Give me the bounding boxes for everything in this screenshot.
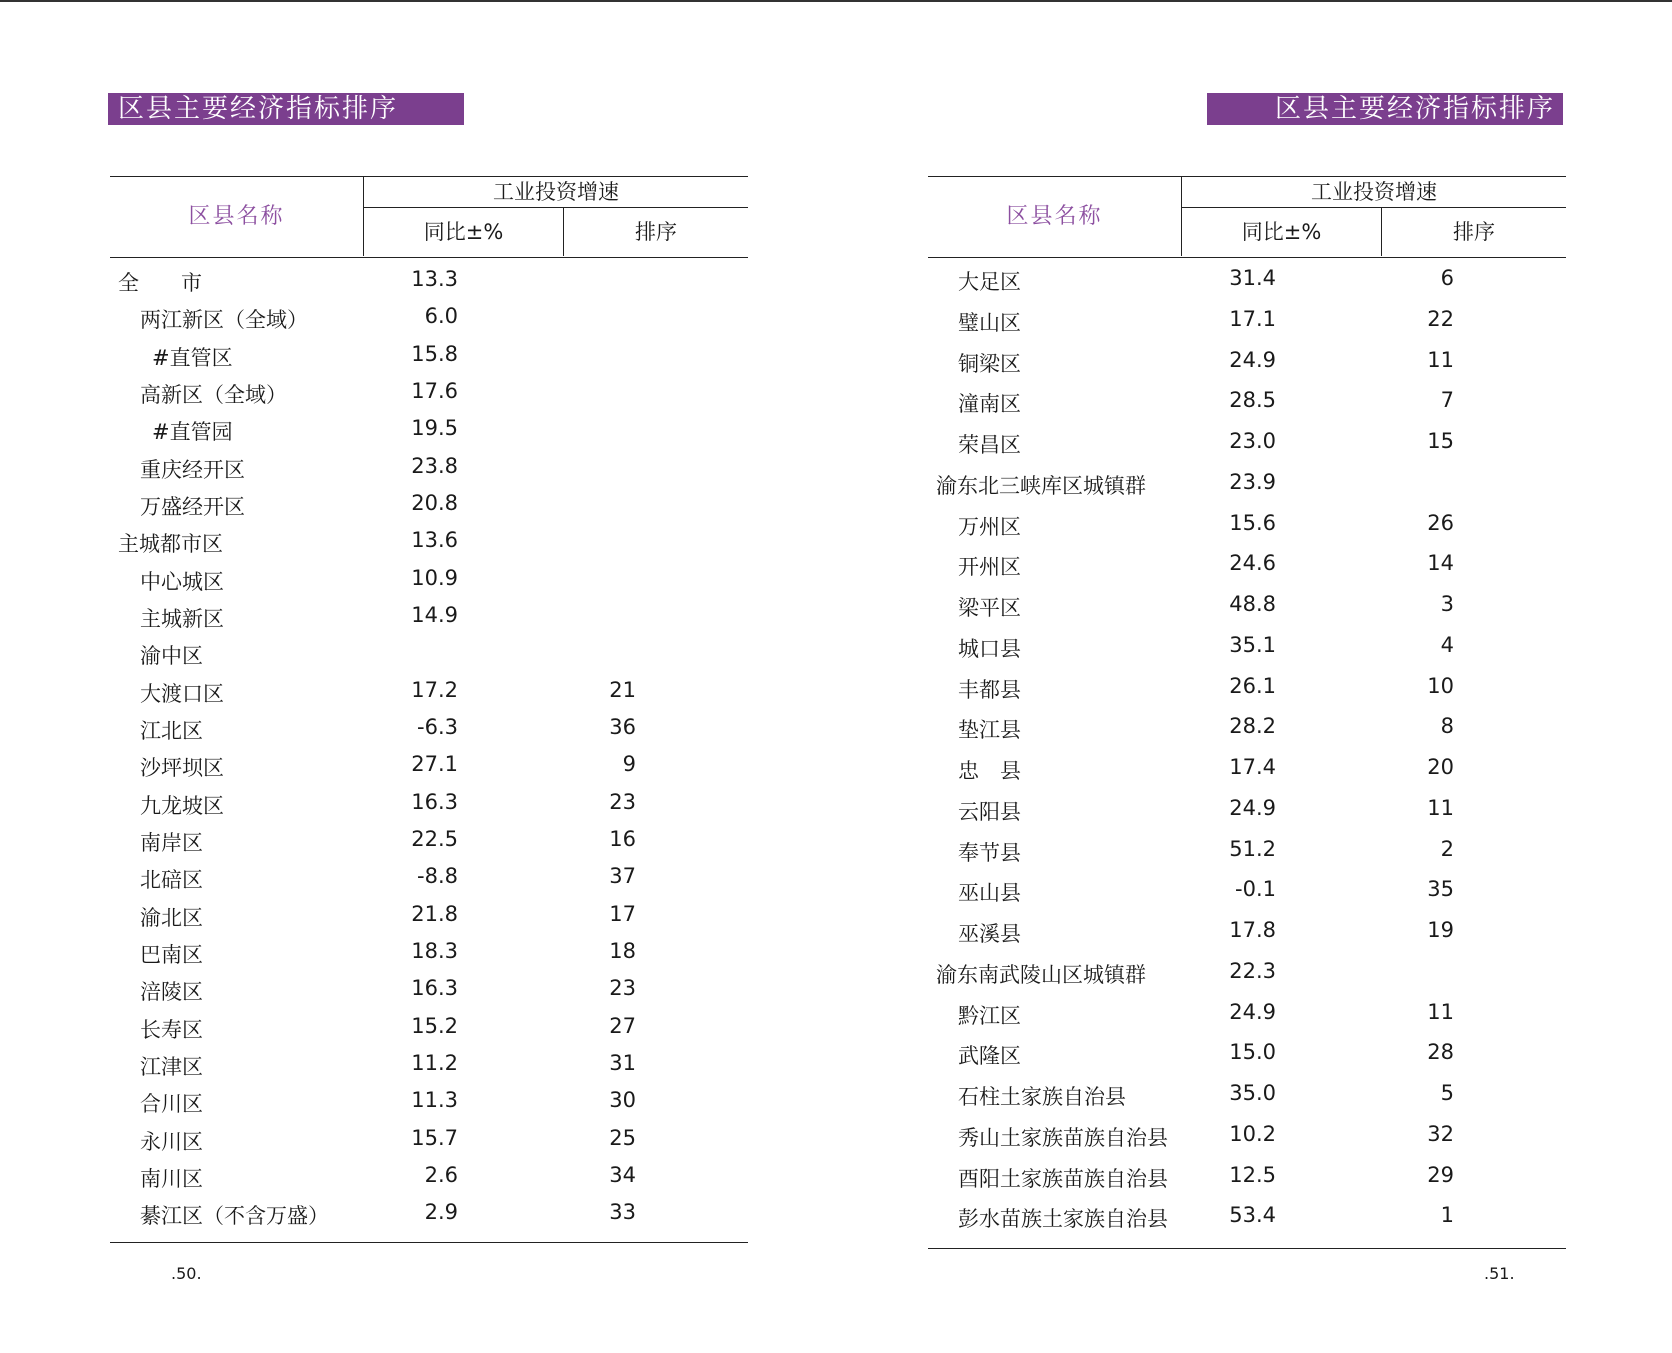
row-yoy-value: -0.1 xyxy=(1235,877,1276,902)
table-row xyxy=(928,1122,1566,1163)
table-row xyxy=(928,959,1566,1000)
row-name: #直管园 xyxy=(152,420,233,445)
table-row xyxy=(110,304,748,341)
row-name: 长寿区 xyxy=(140,1017,203,1042)
table-row xyxy=(110,827,748,864)
row-yoy-value: 6.0 xyxy=(424,304,458,329)
row-name: 忠 县 xyxy=(958,759,1021,783)
table-row xyxy=(110,678,748,715)
row-name: 荣昌区 xyxy=(958,433,1021,457)
table-row xyxy=(928,348,1566,389)
row-yoy-value: 23.8 xyxy=(411,453,458,478)
table-row xyxy=(110,1088,748,1125)
row-rank: 5 xyxy=(1440,1081,1454,1105)
row-yoy-value: 17.8 xyxy=(1229,918,1276,942)
row-rank: 33 xyxy=(609,1200,636,1225)
table-header xyxy=(110,176,748,258)
column-header-rank: 排序 xyxy=(635,220,677,244)
row-name: 酉阳土家族苗族自治县 xyxy=(958,1166,1168,1191)
column-header-name: 区县名称 xyxy=(110,177,364,256)
row-yoy-value: 23.0 xyxy=(1229,429,1276,453)
row-name: 两江新区（全域） xyxy=(140,308,308,333)
table-row xyxy=(110,342,748,379)
table-row xyxy=(928,388,1566,429)
table-row xyxy=(110,566,748,603)
row-yoy-value: 11.3 xyxy=(411,1088,458,1113)
table-row xyxy=(928,1203,1566,1244)
table-row xyxy=(110,976,748,1013)
row-name: 大足区 xyxy=(958,270,1021,294)
table-row xyxy=(928,755,1566,796)
row-name: 巫山县 xyxy=(958,881,1021,906)
page-number: .50. xyxy=(171,1264,202,1283)
table-row xyxy=(928,511,1566,552)
row-rank: 19 xyxy=(1427,918,1454,942)
row-yoy-value: 23.9 xyxy=(1229,469,1276,494)
table-row xyxy=(110,454,748,491)
row-yoy-value: 16.3 xyxy=(411,789,458,814)
row-rank: 6 xyxy=(1440,266,1454,290)
table-row xyxy=(928,429,1566,470)
row-yoy-value: 15.2 xyxy=(411,1013,458,1038)
table-bottom-rule xyxy=(928,1248,1566,1249)
row-name: 秀山土家族苗族自治县 xyxy=(958,1125,1168,1150)
row-yoy-value: 27.1 xyxy=(411,752,458,777)
row-name: 綦江区（不含万盛） xyxy=(140,1204,329,1229)
row-yoy-value: 21.8 xyxy=(411,901,458,926)
table-row xyxy=(928,1163,1566,1204)
row-name: 黔江区 xyxy=(958,1003,1021,1028)
row-yoy-value: 10.9 xyxy=(411,565,458,590)
column-header-name: 区县名称 xyxy=(928,177,1182,256)
row-yoy-value: 17.4 xyxy=(1229,755,1276,779)
table-row xyxy=(928,551,1566,592)
right-page xyxy=(926,0,1566,1353)
row-rank: 32 xyxy=(1427,1121,1454,1146)
row-rank: 2 xyxy=(1440,836,1454,861)
row-yoy-value: 24.6 xyxy=(1229,551,1276,576)
row-name: 渝北区 xyxy=(140,905,203,930)
row-rank: 17 xyxy=(609,901,636,926)
row-yoy-value: 26.1 xyxy=(1229,673,1276,698)
row-rank: 30 xyxy=(609,1088,636,1113)
table-row xyxy=(928,470,1566,511)
table-row xyxy=(110,864,748,901)
row-yoy-value: 51.2 xyxy=(1229,836,1276,861)
table-row xyxy=(110,715,748,752)
row-rank: 22 xyxy=(1427,306,1454,331)
table-row xyxy=(110,379,748,416)
row-yoy-value: 16.3 xyxy=(411,976,458,1001)
row-yoy-value: 14.9 xyxy=(411,602,458,627)
table-row xyxy=(110,416,748,453)
row-name: 高新区（全域） xyxy=(140,382,287,407)
row-yoy-value: 31.4 xyxy=(1229,266,1276,290)
table-row xyxy=(110,1126,748,1163)
row-name: 主城都市区 xyxy=(118,532,223,557)
row-yoy-value: 11.2 xyxy=(411,1050,458,1075)
table-row xyxy=(928,1000,1566,1041)
row-name: 巫溪县 xyxy=(958,922,1021,946)
table-row xyxy=(928,1081,1566,1122)
row-yoy-value: 17.6 xyxy=(411,378,458,403)
table-row xyxy=(928,674,1566,715)
row-rank: 28 xyxy=(1427,1040,1454,1065)
table-bottom-rule xyxy=(110,1242,748,1243)
row-rank: 3 xyxy=(1440,592,1454,616)
row-name: 合川区 xyxy=(140,1092,203,1117)
row-yoy-value: 2.6 xyxy=(424,1162,458,1187)
row-name: 沙坪坝区 xyxy=(140,756,224,781)
row-name: #直管区 xyxy=(152,345,233,370)
row-yoy-value: 15.0 xyxy=(1229,1040,1276,1065)
row-yoy-value: 13.3 xyxy=(411,267,458,291)
row-name: 万州区 xyxy=(958,514,1021,539)
row-name: 北碚区 xyxy=(140,868,203,893)
row-yoy-value: 35.1 xyxy=(1229,632,1276,657)
column-header-group: 工业投资增速 xyxy=(1182,177,1566,208)
row-name: 巴南区 xyxy=(140,942,203,967)
table-row xyxy=(928,633,1566,674)
table-row xyxy=(928,307,1566,348)
table-row xyxy=(110,267,748,304)
table-row xyxy=(928,266,1566,307)
row-name: 潼南区 xyxy=(958,392,1021,417)
table-row xyxy=(110,1014,748,1051)
row-rank: 10 xyxy=(1427,673,1454,698)
row-rank: 9 xyxy=(622,752,636,777)
table-row xyxy=(928,592,1566,633)
row-name: 丰都县 xyxy=(958,677,1021,702)
row-name: 云阳县 xyxy=(958,799,1021,824)
row-name: 南川区 xyxy=(140,1166,203,1191)
row-yoy-value: -8.8 xyxy=(417,864,458,889)
row-name: 渝东南武陵山区城镇群 xyxy=(936,962,1146,987)
row-yoy-value: 17.2 xyxy=(411,677,458,702)
row-yoy-value: 22.5 xyxy=(411,826,458,851)
row-rank: 7 xyxy=(1440,388,1454,413)
page-title: 区县主要经济指标排序 xyxy=(108,93,464,125)
row-rank: 11 xyxy=(1427,347,1454,372)
row-yoy-value: 48.8 xyxy=(1229,592,1276,616)
row-yoy-value: 18.3 xyxy=(411,938,458,963)
row-name: 大渡口区 xyxy=(140,681,224,706)
row-rank: 14 xyxy=(1427,551,1454,576)
table-row xyxy=(110,528,748,565)
row-name: 开州区 xyxy=(958,555,1021,580)
row-rank: 21 xyxy=(609,677,636,702)
column-header-group: 工业投资增速 xyxy=(364,177,748,208)
table-row xyxy=(110,790,748,827)
row-yoy-value: 13.6 xyxy=(411,528,458,553)
row-rank: 11 xyxy=(1427,795,1454,820)
row-name: 中心城区 xyxy=(140,569,224,594)
row-name: 万盛经开区 xyxy=(140,494,245,519)
table-row xyxy=(928,837,1566,878)
row-rank: 8 xyxy=(1440,714,1454,739)
left-page xyxy=(108,0,748,1353)
row-name: 全 市 xyxy=(118,271,202,295)
row-rank: 16 xyxy=(609,826,636,851)
table-row xyxy=(110,603,748,640)
row-name: 江北区 xyxy=(140,718,203,743)
row-name: 九龙坡区 xyxy=(140,793,224,818)
row-rank: 15 xyxy=(1427,429,1454,453)
row-yoy-value: 20.8 xyxy=(411,490,458,515)
table-row xyxy=(928,714,1566,755)
row-name: 垫江县 xyxy=(958,718,1021,743)
table-row xyxy=(110,640,748,677)
row-name: 铜梁区 xyxy=(958,351,1021,376)
row-yoy-value: 53.4 xyxy=(1229,1203,1276,1228)
page-number: .51. xyxy=(1484,1264,1515,1283)
row-name: 主城新区 xyxy=(140,606,224,631)
row-rank: 23 xyxy=(609,976,636,1001)
row-name: 梁平区 xyxy=(958,596,1021,620)
row-yoy-value: 12.5 xyxy=(1229,1162,1276,1187)
row-yoy-value: 15.8 xyxy=(411,341,458,366)
row-yoy-value: -6.3 xyxy=(417,714,458,739)
row-yoy-value: 35.0 xyxy=(1229,1081,1276,1105)
row-yoy-value: 15.7 xyxy=(411,1125,458,1150)
row-name: 江津区 xyxy=(140,1054,203,1079)
table-row xyxy=(110,752,748,789)
row-rank: 11 xyxy=(1427,999,1454,1024)
table-row xyxy=(110,939,748,976)
row-yoy-value: 2.9 xyxy=(424,1200,458,1225)
row-rank: 34 xyxy=(609,1162,636,1187)
table-row xyxy=(110,1051,748,1088)
table-header xyxy=(928,176,1566,258)
row-rank: 35 xyxy=(1427,877,1454,902)
row-rank: 20 xyxy=(1427,755,1454,779)
row-name: 渝东北三峡库区城镇群 xyxy=(936,473,1146,498)
row-rank: 31 xyxy=(609,1050,636,1075)
row-rank: 36 xyxy=(609,714,636,739)
row-rank: 25 xyxy=(609,1125,636,1150)
table-row xyxy=(110,902,748,939)
row-rank: 1 xyxy=(1440,1203,1454,1228)
row-yoy-value: 19.5 xyxy=(411,416,458,441)
page-title: 区县主要经济指标排序 xyxy=(1207,93,1563,125)
row-name: 璧山区 xyxy=(958,310,1021,335)
row-rank: 26 xyxy=(1427,510,1454,535)
row-rank: 23 xyxy=(609,789,636,814)
table-row xyxy=(110,1163,748,1200)
row-name: 永川区 xyxy=(140,1129,203,1154)
table-row xyxy=(928,796,1566,837)
column-header-yoy: 同比±% xyxy=(364,208,564,256)
row-rank: 37 xyxy=(609,864,636,889)
row-rank: 27 xyxy=(609,1013,636,1038)
row-name: 武隆区 xyxy=(958,1044,1021,1069)
table-row xyxy=(928,877,1566,918)
row-name: 城口县 xyxy=(958,636,1021,661)
row-name: 石柱土家族自治县 xyxy=(958,1085,1126,1109)
row-name: 南岸区 xyxy=(140,830,203,855)
table-row xyxy=(110,1200,748,1237)
row-yoy-value: 24.9 xyxy=(1229,347,1276,372)
row-yoy-value: 28.2 xyxy=(1229,714,1276,739)
row-yoy-value: 17.1 xyxy=(1229,306,1276,331)
row-name: 奉节县 xyxy=(958,840,1021,865)
table-row xyxy=(928,1040,1566,1081)
row-name: 重庆经开区 xyxy=(140,457,245,482)
row-name: 渝中区 xyxy=(140,644,203,669)
row-yoy-value: 15.6 xyxy=(1229,510,1276,535)
row-yoy-value: 22.3 xyxy=(1229,958,1276,983)
row-name: 彭水苗族土家族自治县 xyxy=(958,1207,1168,1232)
column-header-yoy: 同比±% xyxy=(1182,208,1382,256)
table-row xyxy=(110,491,748,528)
row-rank: 18 xyxy=(609,938,636,963)
column-header-rank: 排序 xyxy=(1453,220,1495,244)
row-yoy-value: 24.9 xyxy=(1229,999,1276,1024)
row-yoy-value: 24.9 xyxy=(1229,795,1276,820)
row-yoy-value: 28.5 xyxy=(1229,388,1276,413)
row-rank: 29 xyxy=(1427,1162,1454,1187)
row-yoy-value: 10.2 xyxy=(1229,1121,1276,1146)
row-rank: 4 xyxy=(1440,632,1454,657)
table-row xyxy=(928,918,1566,959)
row-name: 涪陵区 xyxy=(140,980,203,1005)
